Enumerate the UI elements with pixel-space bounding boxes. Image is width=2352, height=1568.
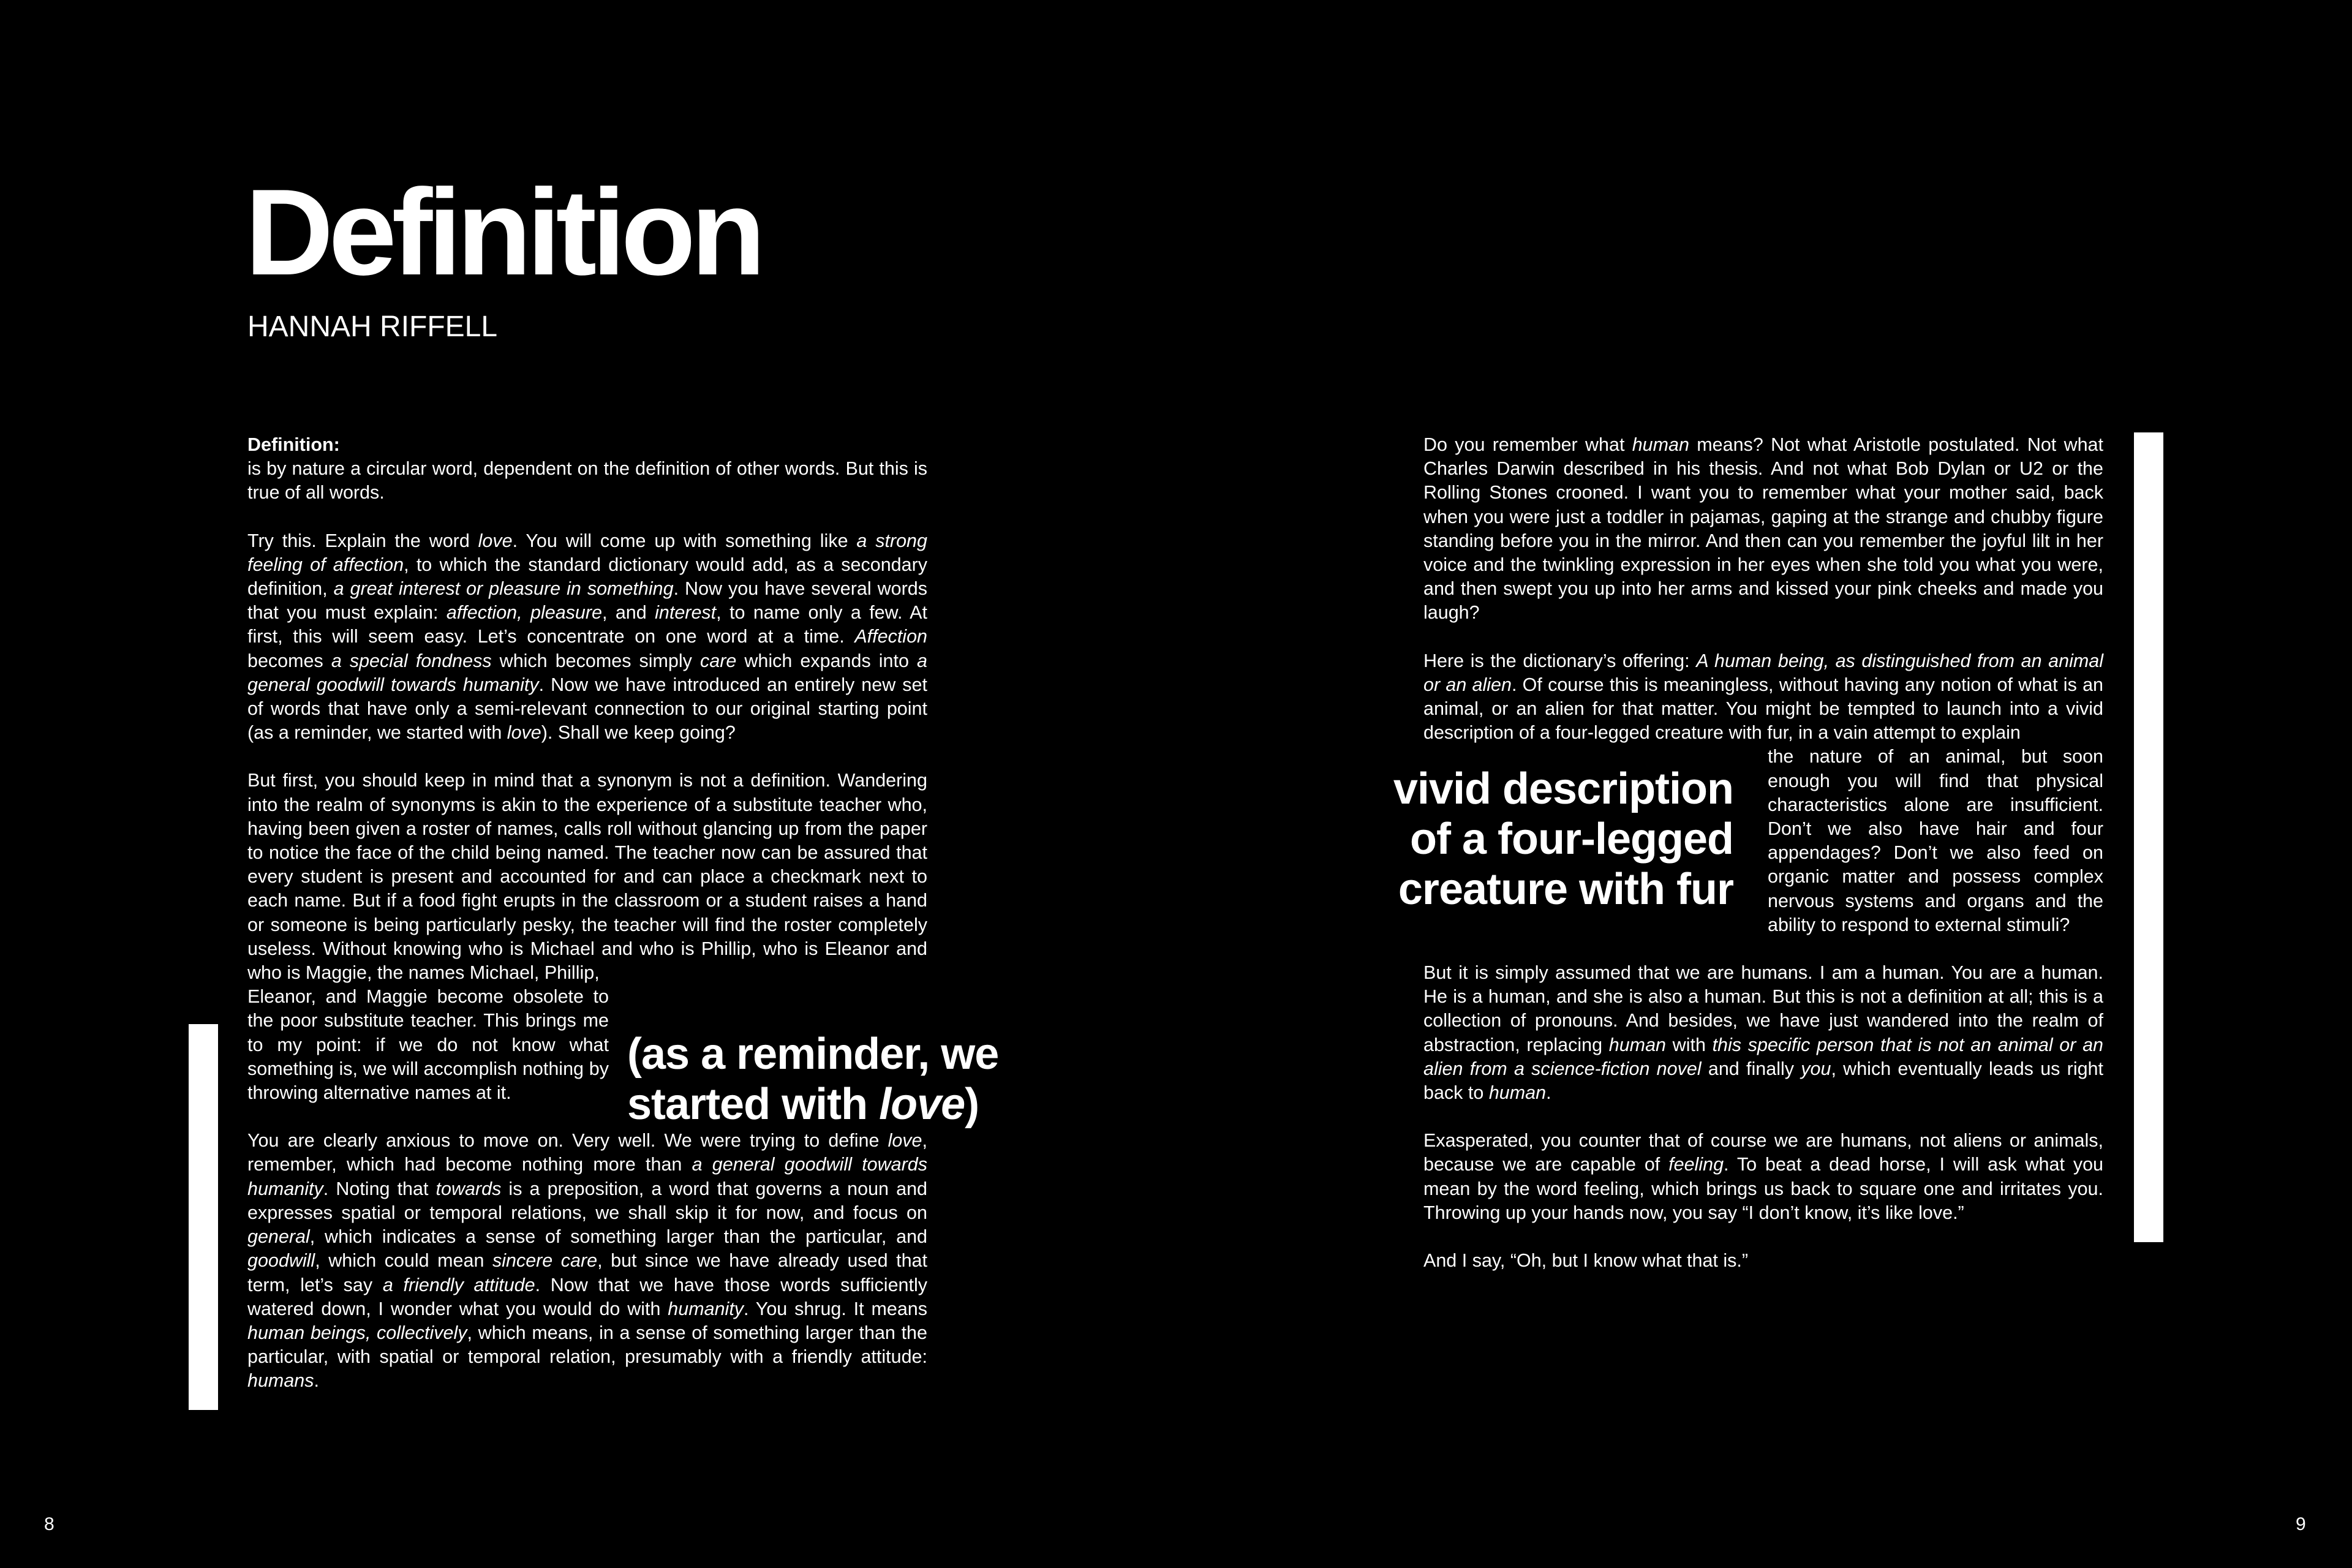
emphasis: care <box>699 650 737 671</box>
emphasis: you <box>1801 1058 1831 1079</box>
emphasis: a great interest or pleasure in something <box>333 578 674 600</box>
emphasis: interest <box>655 602 717 624</box>
author-name: HANNAH RIFFELL <box>247 311 498 343</box>
emphasis: general <box>247 1226 310 1248</box>
paragraph-synonym-main: But first, you should keep in mind that a synonym is not a definition. Wandering into the realm of synonyms is akin to the experience of a substitute teacher who, having been given a roster of names, calls roll without glancing up from the paper to notice the face of the child being named. The teacher now can be assured that every student is present and accounted for and can place a checkmark next to each name. But if a food fight erupts in the classroom or a student raises a hand or someone is being particularly pesky, the teacher will find the roster completely useless. Without knowing who is Michael and who is Phillip, who is Eleanor and who is Maggie, the names Michael, Phillip, <box>247 770 927 984</box>
emphasis: goodwill <box>247 1250 315 1272</box>
left-pullquote-line2-pre: started with <box>627 1080 880 1129</box>
emphasis: affection, pleasure <box>446 602 602 624</box>
definition-text: is by nature a circular word, dependent on the definition of other words. But this is true of all words. <box>247 458 927 503</box>
emphasis: humans <box>247 1370 314 1392</box>
left-pullquote-line1: (as a reminder, we <box>627 1030 999 1079</box>
right-pullquote-line3: creature with fur <box>1398 865 1733 914</box>
emphasis: A human being, as distinguished from an animal or an alien <box>1423 650 2103 695</box>
paragraph-dictionary-wrap: the nature of an animal, but soon enough you will find that physical characteristics alone are insufficient. Don’t we also have hair and four appendages? Don’t we also feed on organic matter and possess complex nervous systems and organs and the ability to respond to external stimuli? <box>1768 746 2103 935</box>
left-column <box>247 433 927 1393</box>
paragraph-exasperated: Exasperated, you counter that of course we are humans, not aliens or animals, because we are capable of feeling. To beat a dead horse, I will ask what you mean by the word feeling, which brings us back to square one and irritates you. Throwing up your hands now, you say “I don’t know, it’s like love.” <box>1423 1130 2103 1223</box>
emphasis: human <box>1632 434 1689 455</box>
emphasis: humanity <box>668 1298 744 1319</box>
paragraph-assumed: But it is simply assumed that we are humans. I am a human. You are a human. He is a human, and she is also a human. But this is not a definition at all; this is a collection of pronouns. And besides, we have just wandered into the realm of abstraction, replacing human with this specific person that is not an animal or an alien from a science-fiction novel and finally you, which eventually leads us right back to human. <box>1423 962 2104 1104</box>
emphasis: a general goodwill towards humanity <box>247 1154 928 1199</box>
page-title: Definition <box>245 164 761 301</box>
emphasis: a general goodwill towards humanity <box>247 650 927 695</box>
left-accent-bar <box>189 1024 218 1410</box>
right-pullquote-line2: of a four-legged <box>1410 815 1733 864</box>
emphasis: Affection <box>854 626 927 647</box>
paragraph-closing: And I say, “Oh, but I know what that is.” <box>1423 1250 1749 1272</box>
emphasis: human <box>1608 1034 1667 1055</box>
right-pullquote <box>1341 764 1733 914</box>
emphasis: this specific person that is not an animal or an alien from a science-fiction novel <box>1423 1034 2104 1079</box>
definition-paragraph <box>247 433 927 505</box>
emphasis: towards <box>435 1178 502 1199</box>
right-pullquote-line1: vivid description <box>1393 764 1733 813</box>
left-pullquote-line2-post: ) <box>965 1080 979 1129</box>
paragraph-try-this: Try this. Explain the word love. You will come up with something like a strong feeling of affection, to which the standard dictionary would add, as a secondary definition, a great interest or pleasure in something. Now you have several words that you must explain: affection, pleasure, and interest, to name only a few. At first, this will seem easy. Let’s concentrate on one word at a time. Affection becomes a special fondness which becomes simply care which expands into a general goodwill towards humanity. Now we have introduced an entirely new set of words that have only a semi-relevant connection to our original starting point (as a reminder, we started with love). Shall we keep going? <box>247 530 928 744</box>
emphasis: human beings, collectively <box>247 1322 467 1343</box>
emphasis: feeling <box>1668 1154 1724 1175</box>
definition-label: Definition: <box>247 434 340 455</box>
emphasis: a strong feeling of affection <box>247 530 927 575</box>
emphasis: love <box>507 722 541 744</box>
paragraph-synonym-wrap: Eleanor, and Maggie become obsolete to the poor substitute teacher. This brings me to my point: if we do not know what something is, we will accomplish nothing by throwing alternative names at it. <box>247 986 609 1104</box>
page-number-left: 8 <box>44 1514 55 1534</box>
paragraph-dictionary-main: Here is the dictionary’s offering: A human being, as distinguished from an animal or an alien. Of course this is meaningless, without having any notion of what is an animal, or an alien for that matter. You might be tempted to launch into a vivid description of a four-legged creature with fur, in a vain attempt to explain <box>1423 650 2103 744</box>
left-pullquote-line2-em: love <box>879 1080 965 1129</box>
left-pullquote <box>627 1029 998 1129</box>
emphasis: a friendly attitude <box>382 1274 535 1295</box>
right-accent-bar <box>2134 432 2163 1242</box>
page-number-right: 9 <box>2296 1514 2306 1534</box>
emphasis: love <box>478 530 513 551</box>
emphasis: love <box>888 1130 922 1152</box>
emphasis: sincere care <box>492 1250 598 1272</box>
emphasis: a special fondness <box>331 650 492 671</box>
paragraph-move-on: You are clearly anxious to move on. Very well. We were trying to define love, remember, which had become nothing more than a general goodwill towards humanity. Noting that towards is a preposition, a word that governs a noun and expresses spatial or temporal relations, we shall skip it for now, and focus on general, which indicates a sense of something larger than the particular, and goodwill, which could mean sincere care, but since we have already used that term, let’s say a friendly attitude. Now that we have those words sufficiently watered down, I wonder what you would do with humanity. You shrug. It means human beings, collectively, which means, in a sense of something larger than the particular, with spatial or temporal relation, presumably with a friendly attitude: humans. <box>247 1130 928 1392</box>
paragraph-remember-human: Do you remember what human means? Not what Aristotle postulated. Not what Charles Darwin described in his thesis. And not what Bob Dylan or U2 or the Rolling Stones crooned. I want you to remember what your mother said, back when you were just a toddler in pajamas, gaping at the strange and chubby figure standing before you in the mirror. And then can you remember the joyful lilt in her voice and the twinkling expression in her eyes when she told you what you were, and then swept you up into her arms and kissed your pink cheeks and made you laugh? <box>1423 434 2103 624</box>
emphasis: human <box>1488 1082 1547 1104</box>
